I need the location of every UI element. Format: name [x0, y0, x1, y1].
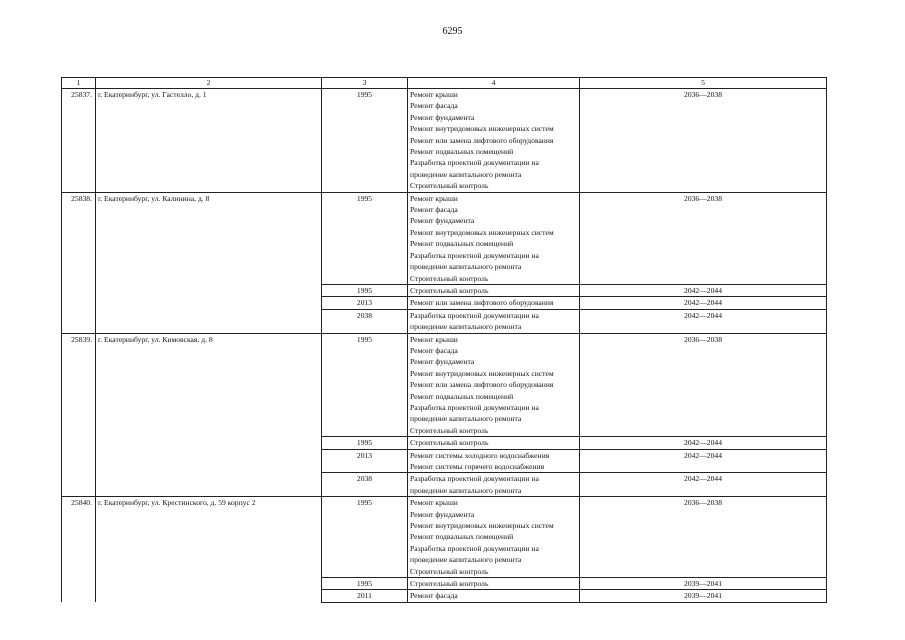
work-item: проведение капитального ремонта [410, 555, 522, 565]
work-item: Ремонт системы горячего водоснабжения [410, 462, 545, 471]
work-item: Ремонт подвальных помещений [410, 147, 514, 157]
table-row [62, 89, 827, 193]
works-list [408, 437, 580, 449]
header-row [62, 78, 827, 89]
build-year: 2038 [322, 309, 408, 333]
build-year: 1995 [322, 437, 408, 449]
build-year: 2013 [322, 297, 408, 309]
work-item: Ремонт подвальных помещений [410, 532, 514, 542]
build-year: 1995 [322, 578, 408, 590]
work-item: Разработка проектной документации на [410, 310, 539, 320]
work-item: Строительный контроль [410, 285, 489, 295]
page-number: 6295 [442, 26, 463, 37]
planned-period: 2036—2038 [580, 89, 827, 193]
work-item: Ремонт или замена лифтового оборудования [410, 298, 554, 308]
works-list [408, 89, 580, 193]
work-item: проведение капитального ремонта [410, 414, 522, 424]
object-address: г. Екатеринбург, ул. Гастелло, д. 1 [96, 89, 322, 193]
work-item: Строительный контроль [410, 438, 489, 448]
works-list [408, 192, 580, 284]
work-item: Ремонт внутридомовых инженерных систем [410, 124, 554, 134]
build-year: 2011 [322, 590, 408, 602]
works-list [408, 309, 580, 333]
work-item: Ремонт подвальных помещений [410, 239, 514, 249]
works-list [408, 497, 580, 578]
header-col-4: 4 [408, 78, 580, 89]
works-list [408, 333, 580, 437]
work-item: Ремонт фундамента [410, 509, 475, 519]
planned-period: 2042—2044 [580, 309, 827, 333]
header-col-5: 5 [580, 78, 827, 89]
header-col-2: 2 [96, 78, 322, 89]
work-item: Ремонт фасада [410, 205, 458, 215]
planned-period: 2042—2044 [580, 284, 827, 296]
work-item: Ремонт или замена лифтового оборудования [410, 380, 554, 390]
work-item: Строительный контроль [410, 566, 489, 576]
planned-period: 2039—2041 [580, 590, 827, 602]
work-item: Строительный контроль [410, 425, 489, 435]
work-item: Ремонт фундамента [410, 357, 475, 367]
work-item: Ремонт или замена лифтового оборудования [410, 135, 554, 145]
work-item: проведение капитального ремонта [410, 262, 522, 272]
build-year: 1995 [322, 284, 408, 296]
work-item: проведение капитального ремонта [410, 322, 522, 332]
planned-period: 2036—2038 [580, 497, 827, 578]
build-year: 1995 [322, 89, 408, 193]
work-item: Разработка проектной документации на [410, 402, 539, 412]
works-list [408, 473, 580, 497]
object-number: 25838. [62, 192, 96, 333]
header-col-3: 3 [322, 78, 408, 89]
work-item: Строительный контроль [410, 181, 489, 191]
work-item: Строительный контроль [410, 579, 489, 589]
work-item: Ремонт фасада [410, 591, 458, 601]
table-row [62, 192, 827, 284]
work-item: Разработка проектной документации на [410, 158, 539, 168]
header-col-1: 1 [62, 78, 96, 89]
build-year: 2038 [322, 473, 408, 497]
work-item: проведение капитального ремонта [410, 169, 522, 179]
works-list [408, 578, 580, 590]
object-address: г. Екатеринбург, ул. Калинина, д. 8 [96, 192, 322, 333]
work-item: Ремонт внутридомовых инженерных систем [410, 521, 554, 531]
work-item: Ремонт внутридомовых инженерных систем [410, 368, 554, 378]
table-row [62, 497, 827, 578]
work-item: Ремонт фундамента [410, 112, 475, 122]
work-item: Ремонт системы холодного водоснабжения [410, 450, 550, 460]
work-item: Ремонт крыши [410, 334, 458, 344]
object-number: 25840. [62, 497, 96, 603]
object-number: 25839. [62, 333, 96, 497]
build-year: 1995 [322, 333, 408, 437]
work-item: Ремонт крыши [410, 193, 458, 203]
object-address: г. Екатеринбург, ул. Кимовская, д. 8 [96, 333, 322, 497]
work-item: Разработка проектной документации на [410, 543, 539, 553]
work-item: Строительный контроль [410, 273, 489, 283]
works-list [408, 449, 580, 473]
works-list [408, 284, 580, 296]
build-year: 1995 [322, 497, 408, 578]
planned-period: 2036—2038 [580, 333, 827, 437]
work-item: Разработка проектной документации на [410, 474, 539, 484]
work-item: Ремонт фасада [410, 345, 458, 355]
table-row [62, 333, 827, 437]
work-item: проведение капитального ремонта [410, 485, 522, 495]
build-year: 2013 [322, 449, 408, 473]
build-year: 1995 [322, 192, 408, 284]
works-list [408, 297, 580, 309]
work-item: Ремонт крыши [410, 90, 458, 99]
planned-period: 2042—2044 [580, 449, 827, 473]
planned-period: 2042—2044 [580, 473, 827, 497]
planned-period: 2042—2044 [580, 297, 827, 309]
work-item: Разработка проектной документации на [410, 250, 539, 260]
work-item: Ремонт внутридомовых инженерных систем [410, 227, 554, 237]
work-item: Ремонт фундамента [410, 216, 475, 226]
work-item: Ремонт фасада [410, 101, 458, 111]
work-item: Ремонт крыши [410, 498, 458, 508]
object-number: 25837. [62, 89, 96, 193]
works-list [408, 590, 580, 602]
planned-period: 2036—2038 [580, 192, 827, 284]
planned-period: 2039—2041 [580, 578, 827, 590]
planned-period: 2042—2044 [580, 437, 827, 449]
capital-repair-table [61, 77, 827, 603]
work-item: Ремонт подвальных помещений [410, 391, 514, 401]
object-address: г. Екатеринбург, ул. Крестинского, д. 59 корпус 2 [96, 497, 322, 603]
